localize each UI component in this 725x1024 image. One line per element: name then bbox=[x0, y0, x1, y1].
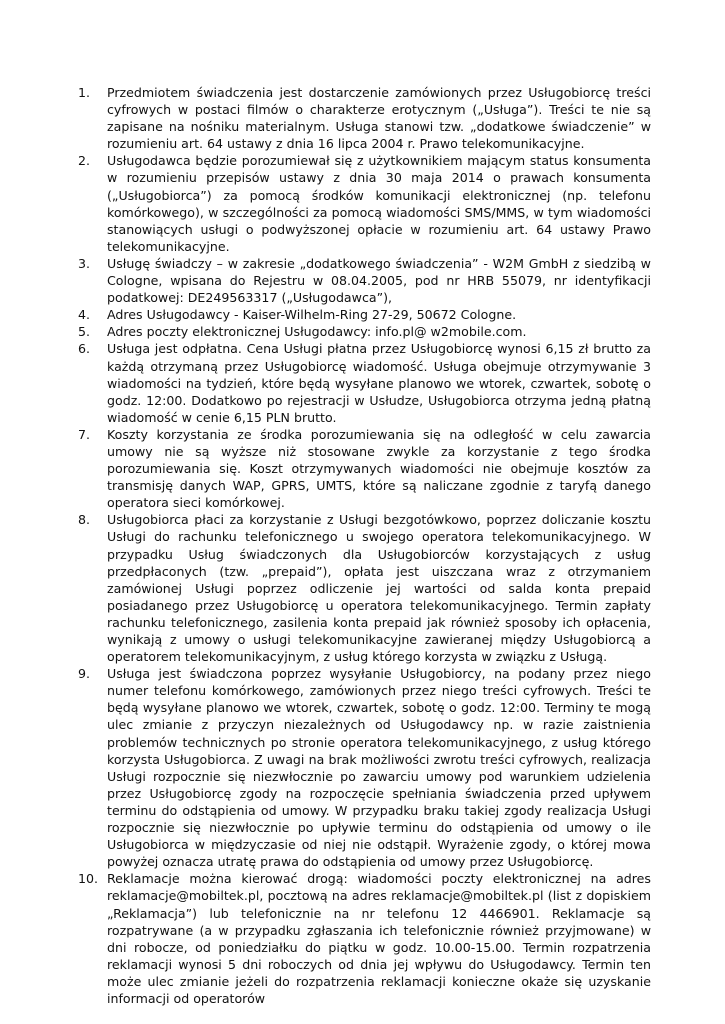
list-item bbox=[78, 84, 651, 152]
item-text: Usługodawca będzie porozumiewał się z użytkownikiem mającym status konsumenta w rozumieniu przepisów ustawy z dnia 30 maja 2014 o prawach konsumenta („Usługobiorca”) za pomocą środków komunikacji elektronicznej (np. telefonu komórkowego), w szczególności za pomocą wiadomości SMS/MMS, w tym wiadomości stanowiących usługi o podwyższonej opłacie w rozumieniu art. 64 ustawy Prawo telekomunikacyjne. bbox=[107, 153, 651, 254]
item-text: Usługobiorca płaci za korzystanie z Usługi bezgotówkowo, poprzez doliczanie kosztu Usługi do rachunku telefonicznego u swojego operatora telekomunikacyjnego. W przypadku Usług świadczonych dla Usługobiorców korzystających z usług przedpłaconych (tzw. „prepaid”), opłata jest uiszczana wraz z otrzymaniem zamówionej Usługi poprzez odliczenie jej wartości od salda konta prepaid posiadanego przez Usługobiorcę u operatora telekomunikacyjnego. Termin zapłaty rachunku telefonicznego, zasilenia konta prepaid jak również sposoby ich opłacenia, wynikają z umowy o usługi telekomunikacyjne zawieranej między Usługobiorcą a operatorem telekomunikacyjnym, z usług którego korzysta w związku z Usługą. bbox=[107, 512, 651, 665]
item-text: Adres poczty elektronicznej Usługodawcy: info.pl@ w2mobile.com. bbox=[107, 324, 527, 340]
item-number: 5. bbox=[78, 324, 91, 340]
item-number: 6. bbox=[78, 341, 91, 357]
item-number: 7. bbox=[78, 426, 91, 442]
item-number: 1. bbox=[78, 85, 91, 100]
item-text: Reklamacje można kierować drogą: wiadomości poczty elektronicznej na adres reklamacje@mobiltek.pl, pocztową na adres reklamacje@mobiltek.pl (list z dopiskiem „Reklamacja”) lub telefonicznie na nr telefonu 12 4466901. Reklamacje są rozpatrywane (a w przypadku zgłaszania ich telefonicznie również przyjmowane) w dni robocze, od poniedziałku do piątku w godz. 10.00-15.00. Termin rozpatrzenia reklamacji wynosi 5 dni roboczych od dnia jej wpływu do Usługodawcy. Termin ten może ulec zmianie jeżeli do rozpatrzenia reklamacji konieczne okaże się uzyskanie informacji od operatorów bbox=[107, 871, 651, 1006]
item-text: Usługę świadczy – w zakresie „dodatkowego świadczenia” - W2M GmbH z siedzibą w Cologne, wpisana do Rejestru w 08.04.2005, pod nr HRB 55079, nr identyfikacji podatkowej: DE249563317 („Usługodawca”), bbox=[107, 255, 651, 306]
list-item bbox=[78, 323, 651, 340]
item-text: Usługa jest odpłatna. Cena Usługi płatna przez Usługobiorcę wynosi 6,15 zł brutto za każdą otrzymaną przez Usługobiorcę wiadomość. Usługa obejmuje otrzymywanie 3 wiadomości na tydzień, które będą wysyłane planowo we wtorek, czwartek, sobotę o godz. 12:00. Dodatkowo po rejestracji w Usłudze, Usługobiorca otrzyma jedną płatną wiadomość w cenie 6,15 PLN brutto. bbox=[107, 341, 651, 425]
item-text: Usługa jest świadczona poprzez wysyłanie Usługobiorcy, na podany przez niego numer telefonu komórkowego, zamówionych przez niego treści cyfrowych. Treści te będą wysyłane planowo we wtorek, czwartek, sobotę o godz. 12:00. Terminy te mogą ulec zmianie z przyczyn niezależnych od Usługodawcy np. w razie zaistnienia problemów technicznych po stronie operatora telekomunikacyjnego, z usług którego korzysta Usługobiorca. Z uwagi na brak możliwości zwrotu treści cyfrowych, realizacja Usługi rozpocznie się niezwłocznie po zawarciu umowy pod warunkiem udzielenia przez Usługobiorcę zgody na rozpoczęcie spełniania świadczenia przed upływem terminu do odstąpienia od umowy. W przypadku braku takiej zgody realizacja Usługi rozpocznie się niezwłocznie po upływie terminu do odstąpienia od umowy o ile Usługobiorca w międzyczasie od niej nie odstąpił. Wyrażenie zgody, o której mowa powyżej oznacza utratę prawa do odstąpienia od umowy przez Usługobiorcę. bbox=[107, 666, 651, 870]
terms-list bbox=[78, 84, 651, 1007]
item-number: 4. bbox=[78, 307, 91, 323]
list-item bbox=[78, 426, 651, 511]
list-item bbox=[78, 511, 651, 665]
list-item bbox=[78, 870, 651, 1007]
item-number: 3. bbox=[78, 255, 91, 271]
list-item bbox=[78, 152, 651, 255]
item-text: Adres Usługodawcy - Kaiser-Wilhelm-Ring 27-29, 50672 Cologne. bbox=[107, 307, 517, 323]
list-item bbox=[78, 340, 651, 425]
item-number: 2. bbox=[78, 153, 91, 169]
item-number: 10. bbox=[78, 871, 99, 887]
list-item bbox=[78, 255, 651, 306]
item-number: 9. bbox=[78, 666, 91, 682]
item-number: 8. bbox=[78, 512, 91, 528]
list-item bbox=[78, 306, 651, 323]
list-item bbox=[78, 665, 651, 870]
item-text: Przedmiotem świadczenia jest dostarczenie zamówionych przez Usługobiorcę treści cyfrowych w postaci filmów o charakterze erotycznym („Usługa”). Treści te nie są zapisane na nośniku materialnym. Usługa stanowi tzw. „dodatkowe świadczenie” w rozumieniu art. 64 ustawy z dnia 16 lipca 2004 r. Prawo telekomunikacyjne. bbox=[107, 85, 651, 152]
item-text: Koszty korzystania ze środka porozumiewania się na odległość w celu zawarcia umowy nie są wyższe niż stosowane zwykle za korzystanie z tego środka porozumiewania się. Koszt otrzymywanych wiadomości nie obejmuje kosztów za transmisję danych WAP, GPRS, UMTS, które są naliczane zgodnie z taryfą danego operatora sieci komórkowej. bbox=[107, 426, 651, 511]
